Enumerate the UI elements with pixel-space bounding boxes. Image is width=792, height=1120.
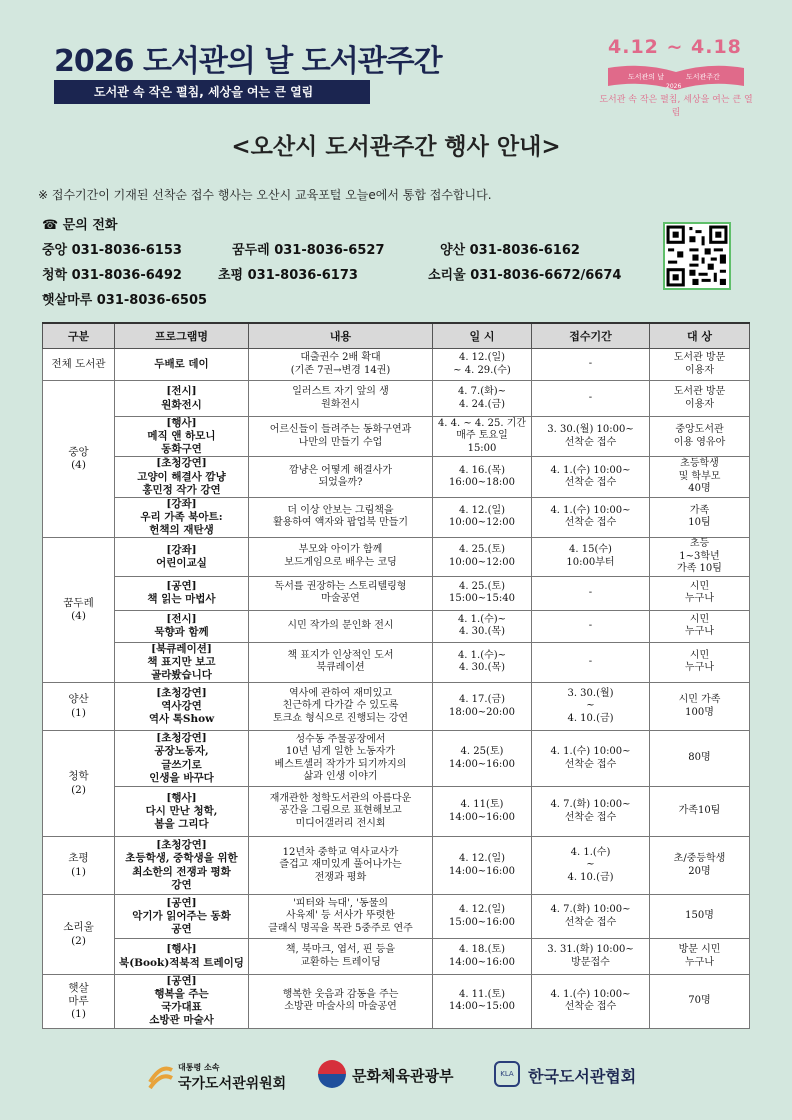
table-row — [43, 939, 750, 975]
group-cell: 전체 도서관 — [43, 349, 115, 381]
content-cell: 어르신들이 들려주는 동화구연과 나만의 만들기 수업 — [249, 417, 433, 457]
schedule-table — [42, 322, 750, 1029]
contact-row — [42, 239, 580, 264]
period-cell: 4. 7.(화) 10:00~ 선착순 접수 — [532, 895, 650, 939]
date-cell: 4. 12.(일) 15:00~16:00 — [433, 895, 532, 939]
contact-jungang: 중앙 031-8036-6153 — [42, 243, 182, 258]
group-cell: 소리울 (2) — [43, 895, 115, 975]
page-title: 2026 도서관의 날 도서관주간 — [54, 44, 442, 79]
group-cell: 양산 (1) — [43, 683, 115, 731]
header-target: 대 상 — [650, 323, 750, 349]
target-cell: 초등 1~3학년 가족 10팀 — [650, 538, 750, 577]
period-cell: 4. 1.(수) 10:00~ 선착순 접수 — [532, 731, 650, 787]
program-cell: [공연] 책 읽는 마법사 — [115, 576, 249, 610]
table-header-row — [43, 323, 750, 349]
date-cell: 4. 25.(토) 15:00~15:40 — [433, 576, 532, 610]
date-cell: 4. 17.(금) 18:00~20:00 — [433, 683, 532, 731]
period-cell: 4. 1.(수) ~ 4. 10.(금) — [532, 837, 650, 895]
table-row — [43, 538, 750, 577]
content-cell: 부모와 아이가 함께 보드게임으로 배우는 코딩 — [249, 538, 433, 577]
period-cell: 4. 1.(수) 10:00~ 선착순 접수 — [532, 975, 650, 1029]
content-cell: 역사에 관하여 재미있고 친근하게 다가갈 수 있도록 토크쇼 형식으로 진행되는 강연 — [249, 683, 433, 731]
content-cell: 일러스트 자기 앞의 생 원화전시 — [249, 381, 433, 417]
group-cell: 햇살 마루 (1) — [43, 975, 115, 1029]
content-cell: 책 표지가 인상적인 도서 북큐레이션 — [249, 642, 433, 682]
period-cell: 4. 15(수) 10:00부터 — [532, 538, 650, 577]
program-cell: [행사] 다시 만난 청학, 봄을 그리다 — [115, 787, 249, 837]
header-program: 프로그램명 — [115, 323, 249, 349]
content-cell: 독서를 권장하는 스토리텔링형 마술공연 — [249, 576, 433, 610]
period-cell: 4. 7.(화) 10:00~ 선착순 접수 — [532, 787, 650, 837]
logo-left-label: 도서관의 날 — [628, 73, 665, 81]
date-cell: 4. 12.(일) 14:00~16:00 — [433, 837, 532, 895]
date-cell: 4. 1.(수)~ 4. 30.(목) — [433, 610, 532, 642]
open-book-icon — [602, 62, 750, 92]
target-cell: 시민 누구나 — [650, 576, 750, 610]
period-cell: - — [532, 642, 650, 682]
group-cell: 중앙 (4) — [43, 381, 115, 538]
header-registration: 접수기간 — [532, 323, 650, 349]
logo-year: 2026 — [666, 83, 682, 90]
target-cell: 시민 누구나 — [650, 610, 750, 642]
program-cell: 두배로 데이 — [115, 349, 249, 381]
contact-cheonghak: 청학 031-8036-6492 — [42, 268, 182, 283]
period-cell: 3. 30.(월) 10:00~ 선착순 접수 — [532, 417, 650, 457]
contact-soriul: 소리울 031-8036-6672/6674 — [428, 268, 622, 283]
period-cell: - — [532, 610, 650, 642]
contact-row — [42, 264, 622, 289]
group-cell: 청학 (2) — [43, 731, 115, 837]
period-cell: 3. 30.(월) ~ 4. 10.(금) — [532, 683, 650, 731]
period-cell: 4. 1.(수) 10:00~ 선착순 접수 — [532, 497, 650, 537]
footer-org3-name: 한국도서관협회 — [528, 1067, 637, 1086]
date-cell: 4. 4. ~ 4. 25. 기간 매주 토요일 15:00 — [433, 417, 532, 457]
target-cell: 도서관 방문 이용자 — [650, 349, 750, 381]
group-cell: 꿈두레 (4) — [43, 538, 115, 683]
program-cell: [행사] 메직 앤 하모니 동화구연 — [115, 417, 249, 457]
qr-code[interactable] — [663, 222, 731, 290]
contact-kkumdure: 꿈두레 031-8036-6527 — [232, 243, 385, 258]
date-cell: 4. 1.(수)~ 4. 30.(목) — [433, 642, 532, 682]
group-cell: 초평 (1) — [43, 837, 115, 895]
target-cell: 중앙도서관 이용 영유아 — [650, 417, 750, 457]
table-row — [43, 381, 750, 417]
date-cell: 4. 12.(일) 10:00~12:00 — [433, 497, 532, 537]
registration-notice: ※ 접수기간이 기재된 선착순 접수 행사는 오산시 교육포털 오늘e에서 통합 접수합니다. — [38, 188, 492, 202]
content-cell: '피터와 늑대', '동물의 사육제' 등 서사가 뚜렷한 클래식 명곡을 목관 5중주로 연주 — [249, 895, 433, 939]
header-category: 구분 — [43, 323, 115, 349]
event-logo — [596, 36, 756, 118]
date-cell: 4. 18.(토) 14:00~16:00 — [433, 939, 532, 975]
table-row — [43, 417, 750, 457]
program-cell: [강좌] 우리 가족 북아트: 헌책의 재탄생 — [115, 497, 249, 537]
kla-logo-icon: KLA — [494, 1061, 520, 1087]
contact-haetsalmaru: 햇살마루 031-8036-6505 — [42, 293, 208, 308]
date-cell: 4. 11.(토) 14:00~15:00 — [433, 975, 532, 1029]
qr-code-icon — [665, 224, 729, 288]
program-cell: [초청강연] 고양이 해결사 깜냥 홍민정 작가 강연 — [115, 457, 249, 497]
footer-org1-name: 국가도서관위원회 — [178, 1076, 287, 1092]
period-cell: - — [532, 381, 650, 417]
table-row — [43, 349, 750, 381]
program-cell: [전시] 묵향과 함께 — [115, 610, 249, 642]
target-cell: 80명 — [650, 731, 750, 787]
period-cell: 3. 31.(화) 10:00~ 방문접수 — [532, 939, 650, 975]
header-content: 내용 — [249, 323, 433, 349]
program-cell: [공연] 악기가 읽어주는 동화 공연 — [115, 895, 249, 939]
content-cell: 깜냥은 어떻게 해결사가 되었을까? — [249, 457, 433, 497]
program-cell: [행사] 북(Book)적북적 트레이딩 — [115, 939, 249, 975]
content-cell: 책, 북마크, 엽서, 핀 등을 교환하는 트레이딩 — [249, 939, 433, 975]
content-cell: 재개관한 청학도서관의 아름다운 공간을 그림으로 표현해보고 미디어갤러리 전시회 — [249, 787, 433, 837]
content-cell: 시민 작가의 문인화 전시 — [249, 610, 433, 642]
program-cell: [초청강연] 공장노동자, 글쓰기로 인생을 바꾸다 — [115, 731, 249, 787]
table-row — [43, 457, 750, 497]
content-cell: 대출권수 2배 확대 (기존 7권→변경 14권) — [249, 349, 433, 381]
program-cell: [공연] 행복을 주는 국가대표 소방관 마술사 — [115, 975, 249, 1029]
target-cell: 시민 누구나 — [650, 642, 750, 682]
period-cell: - — [532, 349, 650, 381]
target-cell: 도서관 방문 이용자 — [650, 381, 750, 417]
committee-logo-icon — [148, 1062, 174, 1090]
table-row — [43, 787, 750, 837]
table-row — [43, 837, 750, 895]
table-row — [43, 642, 750, 682]
target-cell: 초등학생 및 학부모 40명 — [650, 457, 750, 497]
target-cell: 70명 — [650, 975, 750, 1029]
period-cell: 4. 1.(수) 10:00~ 선착순 접수 — [532, 457, 650, 497]
program-cell: [강좌] 어린이교실 — [115, 538, 249, 577]
contact-section — [42, 214, 622, 314]
contact-yangsan: 양산 031-8036-6162 — [440, 243, 580, 258]
footer-org2-name: 문화체육관광부 — [352, 1067, 454, 1085]
footer-org1-small: 대통령 소속 — [178, 1063, 220, 1072]
target-cell: 가족 10팀 — [650, 497, 750, 537]
date-cell: 4. 16.(목) 16:00~18:00 — [433, 457, 532, 497]
program-cell: [전시] 원화전시 — [115, 381, 249, 417]
table-row — [43, 895, 750, 939]
content-cell: 성수동 주물공장에서 10년 넘게 일한 노동자가 베스트셀러 작가가 되기까지의 삶과 인생 이야기 — [249, 731, 433, 787]
period-cell: - — [532, 576, 650, 610]
contact-row — [42, 289, 208, 314]
date-cell: 4. 11(토) 14:00~16:00 — [433, 787, 532, 837]
table-row — [43, 731, 750, 787]
date-cell: 4. 7.(화)~ 4. 24.(금) — [433, 381, 532, 417]
date-cell: 4. 25(토) 14:00~16:00 — [433, 731, 532, 787]
date-cell: 4. 25.(토) 10:00~12:00 — [433, 538, 532, 577]
program-cell: [초청강연] 초등학생, 중학생을 위한 최소한의 전쟁과 평화 강연 — [115, 837, 249, 895]
contact-title: ☎ 문의 전화 — [42, 218, 118, 233]
logo-dates: 4.12 ~ 4.18 — [608, 36, 742, 58]
content-cell: 행복한 웃음과 감동을 주는 소방관 마술사의 마술공연 — [249, 975, 433, 1029]
table-row — [43, 497, 750, 537]
taegeuk-icon — [318, 1060, 346, 1088]
table-row — [43, 975, 750, 1029]
table-row — [43, 576, 750, 610]
target-cell: 초/중등학생 20명 — [650, 837, 750, 895]
logo-right-label: 도서관주간 — [686, 73, 720, 81]
program-cell: [초청강연] 역사강연 역사 톡Show — [115, 683, 249, 731]
target-cell: 시민 가족 100명 — [650, 683, 750, 731]
target-cell: 가족10팀 — [650, 787, 750, 837]
target-cell: 150명 — [650, 895, 750, 939]
date-cell: 4. 12.(일) ~ 4. 29.(수) — [433, 349, 532, 381]
logo-slogan: 도서관 속 작은 펼침, 세상을 여는 큰 열림 — [599, 95, 753, 118]
target-cell: 방문 시민 누구나 — [650, 939, 750, 975]
table-row — [43, 683, 750, 731]
contact-chopyeong: 초평 031-8036-6173 — [218, 268, 358, 283]
subtitle-banner: 도서관 속 작은 펼침, 세상을 여는 큰 열림 — [54, 80, 370, 104]
notice-heading: <오산시 도서관주간 행사 안내> — [231, 133, 561, 160]
header-datetime: 일 시 — [433, 323, 532, 349]
content-cell: 더 이상 안보는 그림책을 활용하여 액자와 팝업북 만들기 — [249, 497, 433, 537]
content-cell: 12년차 중학교 역사교사가 즐겁고 재미있게 풀어나가는 전쟁과 평화 — [249, 837, 433, 895]
table-row — [43, 610, 750, 642]
program-cell: [북큐레이션] 책 표지만 보고 골라봤습니다 — [115, 642, 249, 682]
